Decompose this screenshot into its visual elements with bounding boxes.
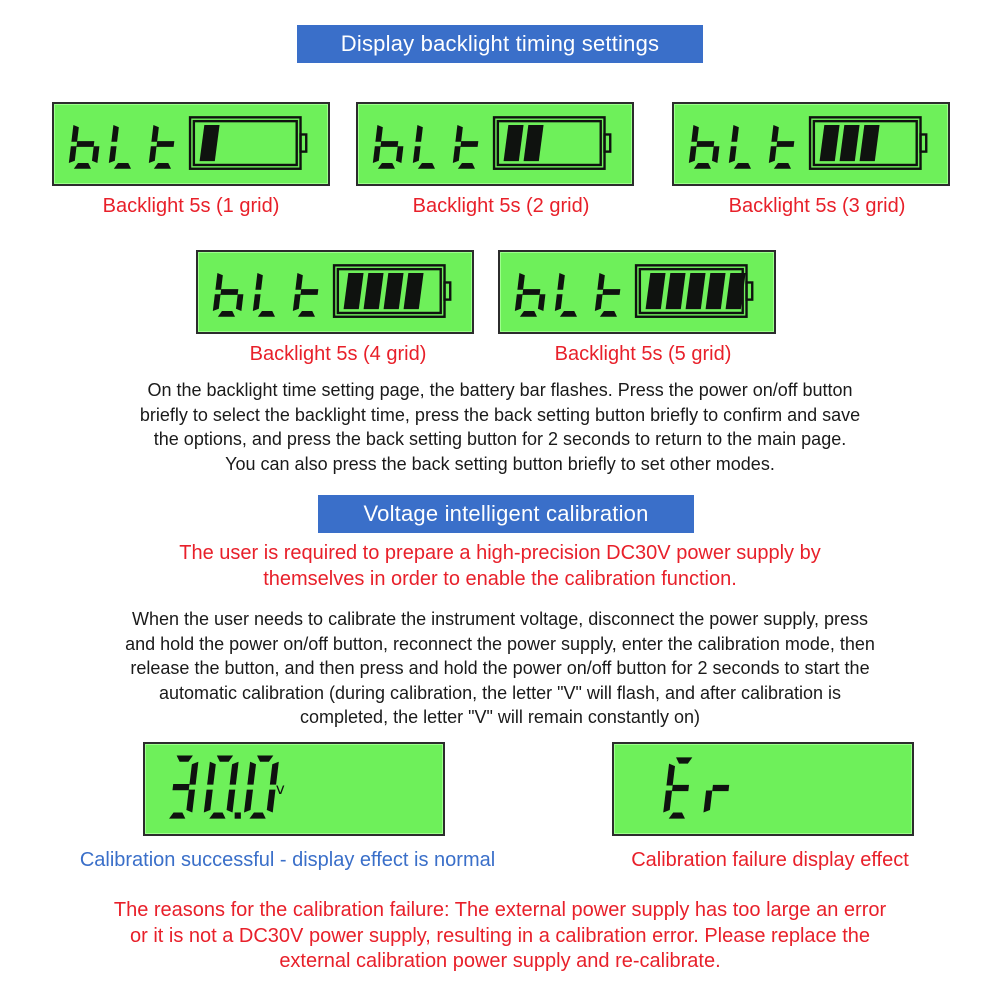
battery-grid-bar bbox=[686, 273, 706, 309]
lcd-segment bbox=[209, 812, 225, 818]
requirement-line: themselves in order to enable the calibration function. bbox=[263, 567, 737, 590]
lcd-segment bbox=[213, 294, 221, 311]
lcd-segment bbox=[220, 289, 238, 295]
battery-bar-icon bbox=[500, 252, 774, 332]
description-line: You can also press the back setting button briefly to set other modes. bbox=[225, 453, 775, 474]
lcd-segment bbox=[517, 273, 524, 290]
battery-bar-icon bbox=[198, 252, 472, 332]
lcd-segment bbox=[189, 762, 198, 785]
procedure-line: completed, the letter "V" will remain constantly on) bbox=[300, 707, 700, 727]
caption-calibration-success: Calibration successful - display effect is normal bbox=[79, 849, 496, 871]
battery-grid-bar bbox=[820, 125, 840, 161]
lcd-calibration-success bbox=[143, 742, 445, 836]
lcd-segment bbox=[215, 273, 222, 290]
lcd-segment bbox=[703, 791, 712, 813]
failure-reason-line: The reasons for the calibration failure: The external power supply has too large an error bbox=[113, 899, 887, 921]
caption-backlight-4-grid: Backlight 5s (4 grid) bbox=[249, 343, 427, 365]
lcd-segment bbox=[71, 125, 78, 142]
calibration-procedure bbox=[20, 607, 980, 730]
lcd-segment bbox=[663, 791, 672, 813]
procedure-line: automatic calibration (during calibration, the letter "V" will flash, and after calibration is bbox=[158, 682, 842, 703]
lcd-segment bbox=[557, 273, 564, 290]
failure-reason-line: external calibration power supply and re-calibrate. bbox=[279, 950, 721, 972]
lcd-segment bbox=[712, 785, 729, 791]
failure-reason-line: or it is not a DC30V power supply, resulting in a calibration error. Please replace the bbox=[129, 924, 870, 947]
lcd-segment bbox=[253, 294, 261, 311]
lcd-segment bbox=[76, 141, 94, 147]
lcd-backlight-3-grid bbox=[672, 102, 950, 186]
lcd-segment bbox=[672, 785, 689, 791]
lcd-segment bbox=[227, 790, 236, 813]
lcd-segment bbox=[258, 311, 275, 317]
lcd-segment bbox=[522, 289, 540, 295]
caption-backlight-5-grid: Backlight 5s (5 grid) bbox=[554, 343, 732, 365]
procedure-line: release the button, and then press and hold the power on/off button for 2 seconds to start the bbox=[130, 658, 870, 678]
battery-grid-bar bbox=[504, 125, 524, 161]
lcd-segment bbox=[204, 790, 213, 813]
lcd-segment bbox=[186, 790, 195, 813]
caption-backlight-3-grid: Backlight 5s (3 grid) bbox=[728, 195, 906, 217]
lcd-segment bbox=[595, 294, 603, 311]
lcd-segment bbox=[729, 146, 737, 163]
lcd-segment bbox=[774, 163, 791, 169]
battery-grid-bar bbox=[524, 125, 544, 161]
lcd-segment bbox=[415, 125, 422, 142]
lcd-calibration-failure bbox=[612, 742, 914, 836]
lcd-segment bbox=[520, 311, 537, 317]
lcd-segment bbox=[600, 311, 617, 317]
lcd-segment bbox=[597, 273, 604, 290]
calibration-failure-reasons bbox=[20, 898, 980, 975]
battery-bar-icon bbox=[358, 104, 632, 184]
lcd-segment bbox=[375, 125, 382, 142]
lcd-segment bbox=[114, 163, 131, 169]
lcd-segment bbox=[300, 289, 318, 295]
lcd-segment bbox=[149, 146, 157, 163]
battery-grid-bar bbox=[666, 273, 686, 309]
lcd-segment bbox=[207, 762, 216, 785]
battery-tip bbox=[605, 134, 611, 151]
lcd-segment bbox=[712, 146, 719, 163]
requirement-line: The user is required to prepare a high-precision DC30V power supply by bbox=[179, 542, 821, 564]
lcd-segment bbox=[731, 125, 738, 142]
lcd-segment bbox=[177, 755, 193, 761]
lcd-segment bbox=[293, 294, 301, 311]
lcd-segment bbox=[676, 757, 692, 763]
description-line: On the backlight time setting page, the battery bar flashes. Press the power on/off button bbox=[147, 380, 853, 400]
caption-backlight-2-grid: Backlight 5s (2 grid) bbox=[412, 195, 590, 217]
battery-bar-icon bbox=[674, 104, 948, 184]
lcd-segment bbox=[218, 311, 235, 317]
lcd-segment bbox=[669, 812, 685, 818]
lcd-segment bbox=[247, 762, 256, 785]
lcd-segment bbox=[418, 163, 435, 169]
lcd-backlight-1-grid bbox=[52, 102, 330, 186]
backlight-description bbox=[20, 378, 980, 476]
lcd-segment bbox=[255, 273, 262, 290]
lcd-segment bbox=[169, 812, 185, 818]
lcd-segment bbox=[515, 294, 523, 311]
lcd-segment bbox=[458, 163, 475, 169]
lcd-segment bbox=[413, 146, 421, 163]
lcd-segment bbox=[689, 146, 697, 163]
battery-tip bbox=[747, 282, 753, 299]
lcd-segment bbox=[373, 146, 381, 163]
lcd-segment bbox=[92, 146, 99, 163]
lcd-segment bbox=[455, 125, 462, 142]
lcd-segment bbox=[111, 125, 118, 142]
lcd-segment bbox=[771, 125, 778, 142]
description-line: the options, and press the back setting button for 2 seconds to return to the main page. bbox=[153, 429, 847, 449]
lcd-segment bbox=[602, 289, 620, 295]
lcd-segment bbox=[109, 146, 117, 163]
lcd-segment bbox=[555, 294, 563, 311]
lcd-backlight-5-grid bbox=[498, 250, 776, 334]
lcd-segment bbox=[380, 141, 398, 147]
lcd-segment bbox=[230, 762, 239, 785]
battery-grid-bar bbox=[404, 273, 424, 309]
caption-backlight-1-grid: Backlight 5s (1 grid) bbox=[102, 195, 280, 217]
battery-tip bbox=[445, 282, 451, 299]
battery-grid-bar bbox=[706, 273, 726, 309]
procedure-line: and hold the power on/off button, reconnect the power supply, enter the calibration mode, then bbox=[125, 633, 875, 654]
lcd-segment bbox=[151, 125, 158, 142]
lcd-backlight-2-grid bbox=[356, 102, 634, 186]
procedure-line: When the user needs to calibrate the instrument voltage, disconnect the power supply, press bbox=[131, 609, 869, 629]
lcd-segment bbox=[460, 141, 478, 147]
lcd-segment bbox=[249, 812, 265, 818]
lcd-segment bbox=[378, 163, 395, 169]
battery-grid-bar bbox=[364, 273, 384, 309]
battery-grid-bar bbox=[384, 273, 404, 309]
lcd-segment bbox=[691, 125, 698, 142]
section-title-calibration: Voltage intelligent calibration bbox=[318, 495, 694, 533]
lcd-segment bbox=[236, 294, 243, 311]
battery-tip bbox=[301, 134, 307, 151]
lcd-segment bbox=[769, 146, 777, 163]
battery-bar-icon bbox=[54, 104, 328, 184]
lcd-segment bbox=[172, 784, 189, 790]
lcd-segment bbox=[734, 163, 751, 169]
lcd-segment bbox=[696, 141, 714, 147]
volt-unit-label: v bbox=[275, 779, 285, 798]
lcd-segment bbox=[396, 146, 403, 163]
lcd-segment bbox=[244, 790, 253, 813]
lcd-segment bbox=[453, 146, 461, 163]
section-title-backlight: Display backlight timing settings bbox=[297, 25, 703, 63]
lcd-segment bbox=[560, 311, 577, 317]
lcd-segment bbox=[666, 764, 675, 786]
lcd-segment bbox=[538, 294, 545, 311]
lcd-segment bbox=[217, 755, 233, 761]
lcd-segment bbox=[257, 755, 273, 761]
calibration-requirement bbox=[20, 541, 980, 592]
lcd-segment bbox=[295, 273, 302, 290]
lcd-segment bbox=[74, 163, 91, 169]
battery-grid-bar bbox=[200, 125, 220, 161]
error-readout bbox=[614, 744, 912, 834]
voltage-readout bbox=[145, 744, 443, 834]
lcd-segment bbox=[69, 146, 77, 163]
battery-grid-bar bbox=[646, 273, 666, 309]
lcd-segment bbox=[154, 163, 171, 169]
description-line: briefly to select the backlight time, press the back setting button briefly to confirm and save bbox=[139, 404, 861, 425]
decimal-point bbox=[235, 812, 241, 818]
lcd-segment bbox=[694, 163, 711, 169]
lcd-segment bbox=[267, 790, 276, 813]
battery-grid-bar bbox=[344, 273, 364, 309]
lcd-segment bbox=[156, 141, 174, 147]
caption-calibration-failure: Calibration failure display effect bbox=[631, 849, 909, 871]
lcd-segment bbox=[776, 141, 794, 147]
battery-tip bbox=[921, 134, 927, 151]
lcd-backlight-4-grid bbox=[196, 250, 474, 334]
battery-grid-bar bbox=[840, 125, 860, 161]
battery-grid-bar bbox=[860, 125, 880, 161]
lcd-segment bbox=[298, 311, 315, 317]
